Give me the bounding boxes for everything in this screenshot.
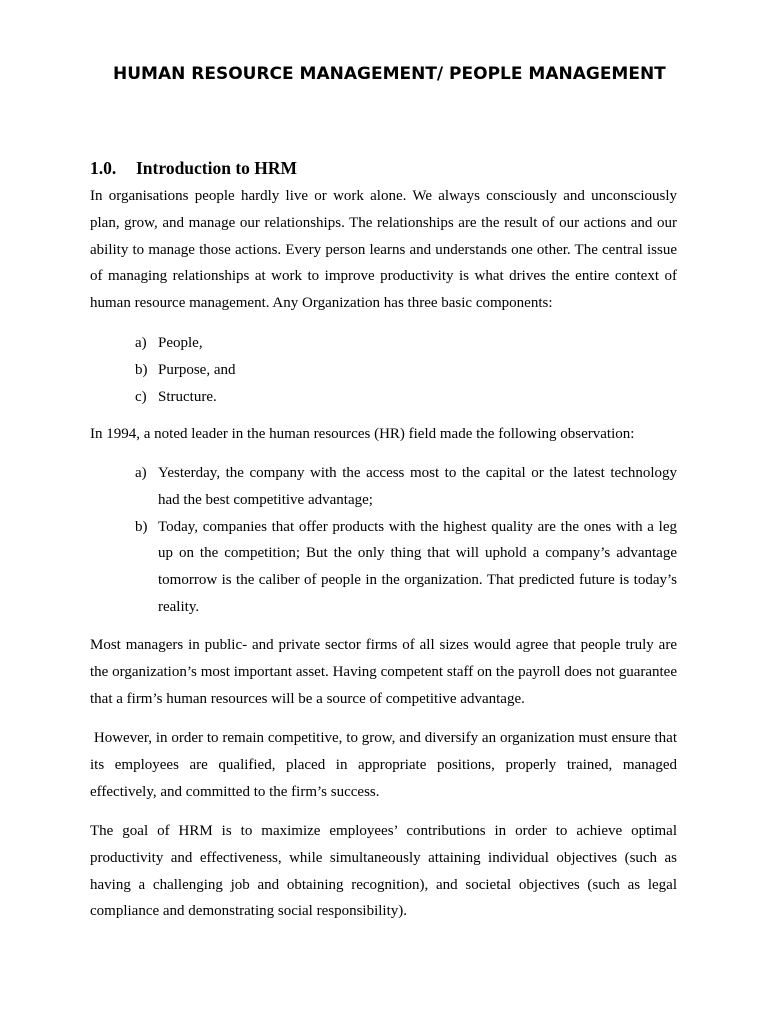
document-title: HUMAN RESOURCE MANAGEMENT/ PEOPLE MANAGEMENT <box>113 64 666 84</box>
goal-paragraph: The goal of HRM is to maximize employees’ contributions in order to achieve optimal productivity and effectiveness, while simultaneously attaining individual objectives (such as having a challenging job and obtaining recognition), and societal objectives (such as legal compliance and demonstrating social responsibility). <box>90 823 677 920</box>
list-item <box>135 460 677 514</box>
list-item <box>135 514 677 621</box>
section-title: Introduction to HRM <box>136 158 298 178</box>
list-marker: a) <box>135 335 147 351</box>
list-item-text: Yesterday, the company with the access most to the capital or the latest technology had the best competitive advantage; <box>158 465 677 508</box>
list-marker: b) <box>135 361 148 378</box>
list-item-text: Purpose, and <box>158 361 236 378</box>
list-marker: c) <box>135 388 147 405</box>
section-heading <box>90 155 297 181</box>
section-number: 1.0. <box>90 158 117 178</box>
list-item-text: People, <box>158 335 203 351</box>
list-item <box>135 384 677 411</box>
list-item-text: Today, companies that offer products with the highest quality are the ones with a leg up on the competition; But the only thing that will uphold a company’s advantage tomorrow is the caliber of people in the organization. That predicted future is today’s reality. <box>158 518 677 615</box>
list-item-text: Structure. <box>158 388 217 405</box>
asset-paragraph: Most managers in public- and private sector firms of all sizes would agree that people truly are the organization’s most important asset. Having competent staff on the payroll does not guarantee that a firm’s human resources will be a source of competitive advantage. <box>90 637 677 707</box>
list-marker: a) <box>135 465 147 481</box>
list-item <box>135 357 677 384</box>
compete-paragraph: However, in order to remain competitive, to grow, and diversify an organization must ensure that its employees are qualified, placed in appropriate positions, properly trained, managed effectively, and committed to the firm’s success. <box>90 730 681 800</box>
observation-paragraph: In 1994, a noted leader in the human resources (HR) field made the following observation: <box>90 426 635 442</box>
list-marker: b) <box>135 518 148 535</box>
observation-list <box>135 460 677 621</box>
components-list <box>135 330 677 410</box>
list-item <box>135 330 677 357</box>
intro-paragraph: In organisations people hardly live or work alone. We always consciously and unconsciously plan, grow, and manage our relationships. The relationships are the result of our actions and our ability to manage those actions. Every person learns and understands one other. The central issue of managing relationships at work to improve productivity is what drives the entire context of human resource management. Any Organization has three basic components: <box>90 188 677 312</box>
